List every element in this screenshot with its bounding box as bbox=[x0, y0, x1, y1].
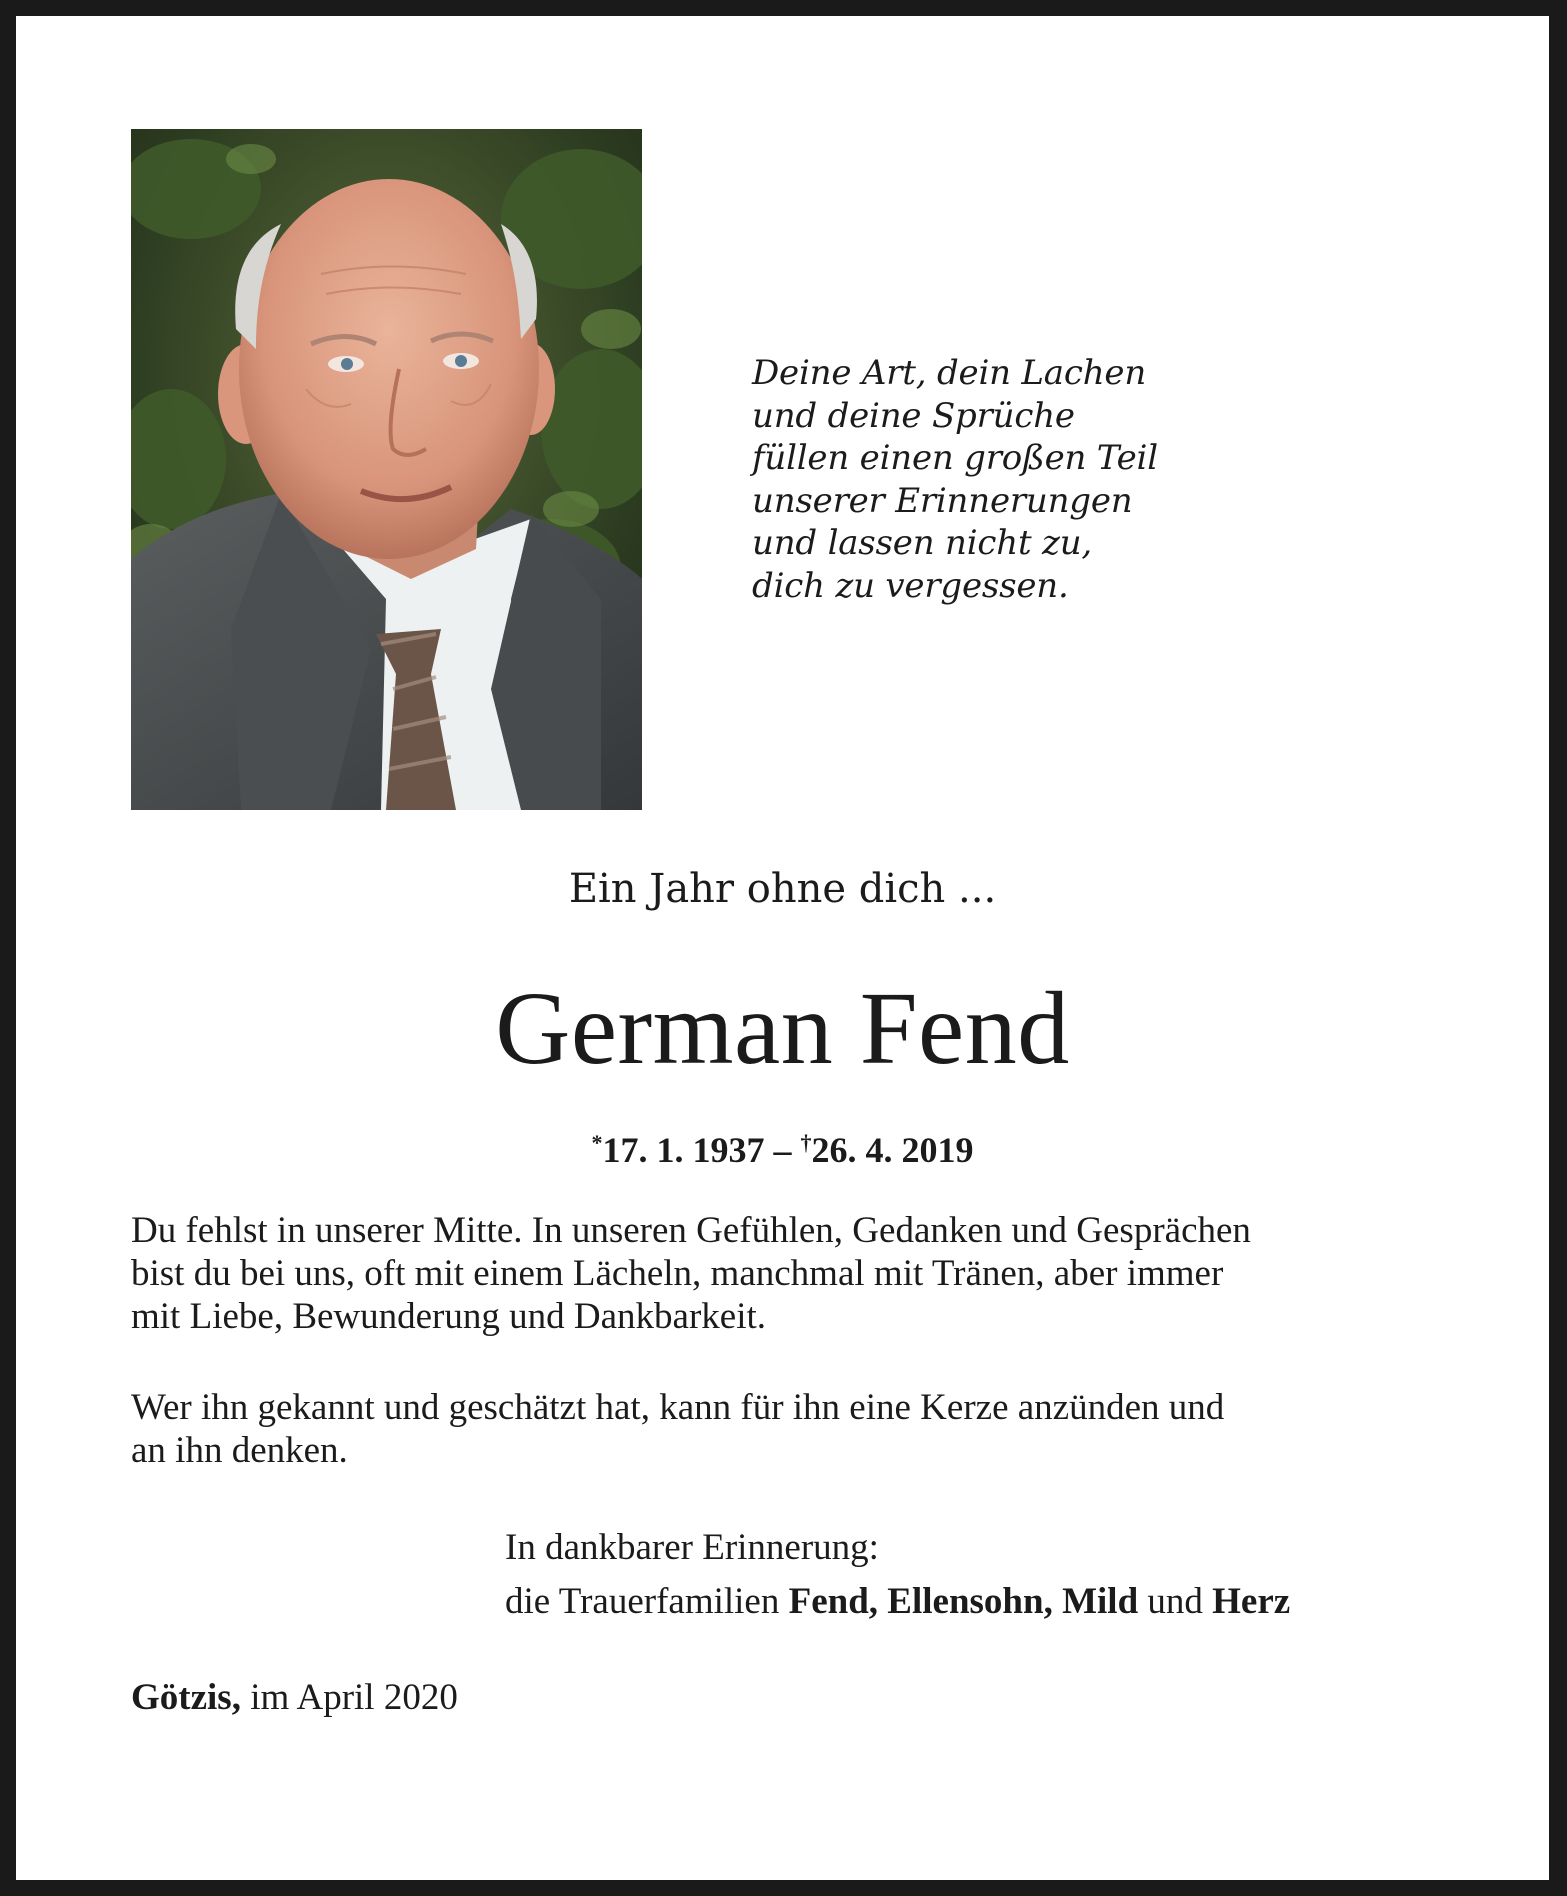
family-name: Mild bbox=[1062, 1581, 1139, 1622]
poem-line: und deine Sprüche bbox=[752, 395, 1075, 436]
poem-line: und lassen nicht zu, bbox=[752, 523, 1093, 563]
place-and-date bbox=[131, 1676, 458, 1720]
paragraph-line: mit Liebe, Bewunderung und Dankbarkeit. bbox=[131, 1296, 766, 1337]
life-dates bbox=[16, 1121, 1549, 1172]
family-name: Fend, bbox=[788, 1581, 879, 1622]
place-town: Götzis, bbox=[131, 1677, 241, 1718]
paragraph-line: Du fehlst in unserer Mitte. In unseren Gefühlen, Gedanken und Gesprächen bbox=[131, 1210, 1251, 1251]
poem-line: füllen einen großen Teil bbox=[752, 438, 1158, 478]
birth-date: 17. 1. 1937 bbox=[602, 1130, 765, 1170]
paragraph-line: Wer ihn gekannt und geschätzt hat, kann für ihn eine Kerze anzünden und bbox=[131, 1387, 1225, 1428]
intro-heading: Ein Jahr ohne dich ... bbox=[568, 866, 997, 912]
death-date: 26. 4. 2019 bbox=[811, 1130, 974, 1170]
families-prefix: die Trauerfamilien bbox=[505, 1581, 789, 1622]
paragraph-candle bbox=[131, 1386, 1436, 1472]
poem-line: unserer Erinnerungen bbox=[752, 480, 1133, 521]
obituary-page bbox=[16, 16, 1549, 1880]
portrait-photo bbox=[131, 129, 642, 810]
deceased-name: German Fend bbox=[495, 971, 1070, 1086]
memorial-poem bbox=[752, 352, 1272, 607]
place-date: im April 2020 bbox=[250, 1677, 458, 1718]
death-symbol: † bbox=[800, 1130, 812, 1155]
date-separator: – bbox=[764, 1130, 801, 1170]
family-name: Ellensohn, bbox=[887, 1581, 1053, 1622]
paragraph-line: bist du bei uns, oft mit einem Lächeln, manchmal mit Tränen, aber immer bbox=[131, 1253, 1224, 1294]
signature-families bbox=[505, 1580, 1445, 1624]
poem-line: dich zu vergessen. bbox=[752, 565, 1069, 606]
paragraph-line: an ihn denken. bbox=[131, 1430, 348, 1471]
poem-line: Deine Art, dein Lachen bbox=[752, 353, 1147, 393]
portrait-illustration bbox=[131, 129, 642, 810]
families-conjunction: und bbox=[1147, 1581, 1203, 1622]
signature-line: In dankbarer Erinnerung: bbox=[505, 1527, 879, 1568]
birth-symbol: * bbox=[591, 1130, 603, 1155]
paragraph-remembrance bbox=[131, 1209, 1436, 1338]
family-name: Herz bbox=[1212, 1581, 1291, 1622]
